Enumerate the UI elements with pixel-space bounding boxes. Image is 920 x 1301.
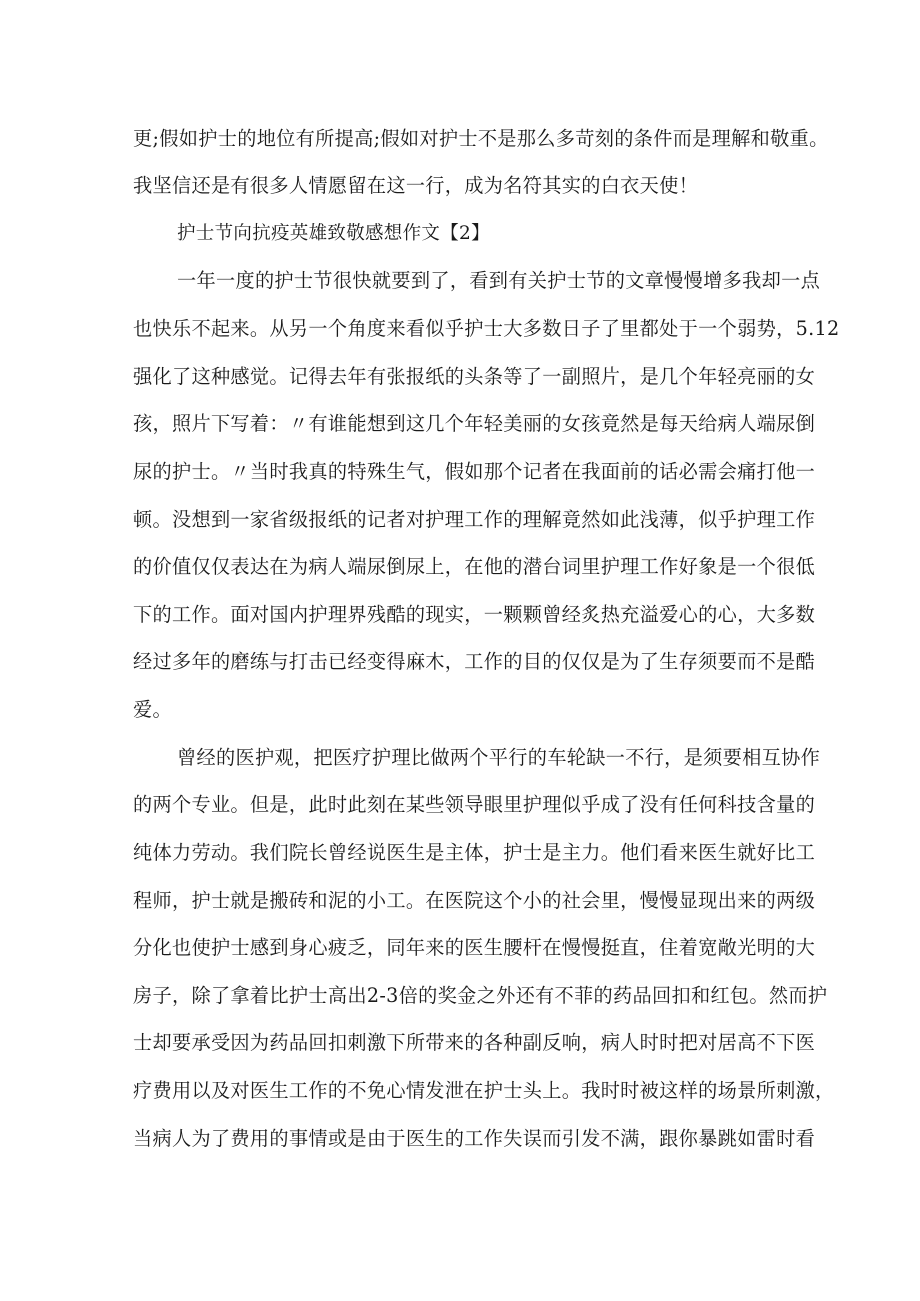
text-line: 程师，护士就是搬砖和泥的小工。在医院这个小的社会里，慢慢显现出来的两级 (133, 889, 816, 912)
text-line: 士却要承受因为药品回扣刺激下所带来的各种副反响，病人时时把对居高不下医 (133, 1031, 816, 1054)
text-line: 的价值仅仅表达在为病人端尿倒尿上，在他的潜台词里护理工作好象是一个很低 (133, 555, 816, 578)
text-line: 爱。 (133, 698, 172, 721)
text-line: 更;假如护士的地位有所提高;假如对护士不是那么多苛刻的条件而是理解和敬重。 (133, 127, 829, 150)
text-line: 孩，照片下写着：〃有谁能想到这几个年轻美丽的女孩竟然是每天给病人端尿倒 (133, 412, 816, 435)
text-line: 疗费用以及对医生工作的不免心情发泄在护士头上。我时时被这样的场景所刺激， (133, 1079, 835, 1102)
text-line: 纯体力劳动。我们院长曾经说医生是主体，护士是主力。他们看来医生就好比工 (133, 841, 816, 864)
text-line: 曾经的医护观，把医疗护理比做两个平行的车轮缺一不行，是须要相互协作 (177, 746, 821, 769)
text-line: 当病人为了费用的事情或是由于医生的工作失误而引发不满，跟你暴跳如雷时看 (133, 1127, 816, 1150)
text-line: 分化也使护士感到身心疲乏，同年来的医生腰杆在慢慢挺直，住着宽敞光明的大 (133, 936, 816, 959)
text-line: 也快乐不起来。从另一个角度来看似乎护士大多数日子了里都处于一个弱势，5.12 (133, 317, 840, 340)
text-line: 经过多年的磨练与打击已经变得麻木，工作的目的仅仅是为了生存须要而不是酷 (133, 650, 816, 673)
section-heading: 护士节向抗疫英雄致敬感想作文【2】 (177, 223, 490, 244)
text-line: 强化了这种感觉。记得去年有张报纸的头条等了一副照片，是几个年轻亮丽的女 (133, 365, 816, 388)
text-line: 顿。没想到一家省级报纸的记者对护理工作的理解竟然如此浅薄，似乎护理工作 (133, 508, 816, 531)
text-line: 房子，除了拿着比护士高出2-3倍的奖金之外还有不菲的药品回扣和红包。然而护 (133, 984, 828, 1007)
text-line: 的两个专业。但是，此时此刻在某些领导眼里护理似乎成了没有任何科技含量的 (133, 793, 816, 816)
text-line: 尿的护士。〃当时我真的特殊生气，假如那个记者在我面前的话必需会痛打他一 (133, 460, 816, 483)
text-line: 一年一度的护士节很快就要到了，看到有关护士节的文章慢慢增多我却一点 (177, 269, 821, 292)
text-line: 我坚信还是有很多人情愿留在这一行，成为名符其实的白衣天使！ (133, 174, 699, 197)
text-line: 下的工作。面对国内护理界残酷的现实，一颗颗曾经炙热充溢爱心的心，大多数 (133, 603, 816, 626)
